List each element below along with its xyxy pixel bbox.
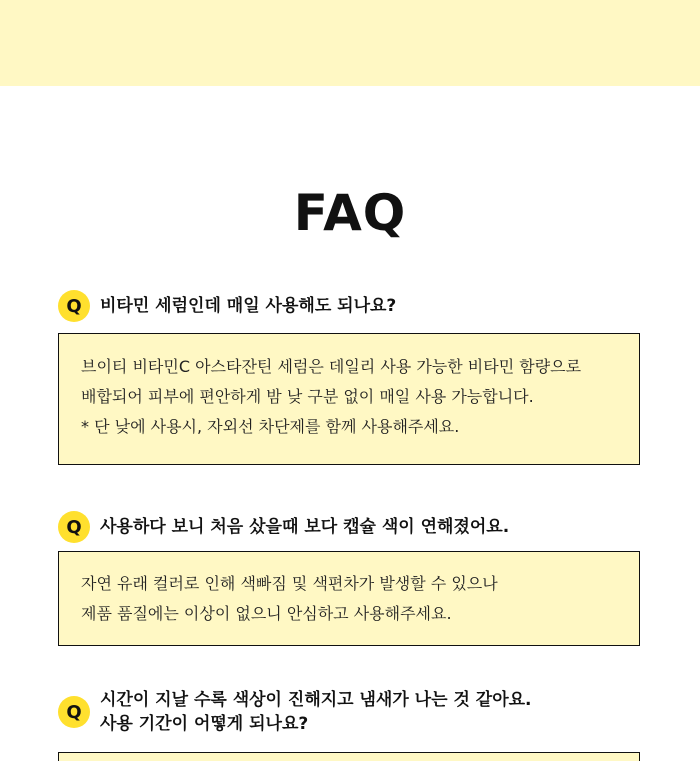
q-badge-icon: Q: [58, 511, 90, 543]
q-badge-icon: Q: [58, 290, 90, 322]
answer-line: 자연 유래 컬러로 인해 색빠짐 및 색편차가 발생할 수 있으나: [81, 574, 498, 593]
faq-question-text: [100, 515, 509, 539]
faq-question-2[interactable]: [58, 511, 509, 543]
answer-line: 브이티 비타민C 아스타잔틴 세럼은 데일리 사용 가능한 비타민 함량으로: [81, 357, 582, 376]
question-line: 사용하다 보니 처음 샀을때 보다 캡슐 색이 연해졌어요.: [100, 517, 510, 537]
answer-line: * 단 낮에 사용시, 자외선 차단제를 함께 사용해주세요.: [81, 417, 460, 436]
q-badge-icon: Q: [58, 696, 90, 728]
faq-question-1[interactable]: [58, 290, 396, 322]
faq-answer-3: [58, 752, 640, 761]
faq-answer-2: [58, 551, 640, 646]
page-title: FAQ: [293, 184, 407, 242]
question-line: 시간이 지날 수록 색상이 진해지고 냄새가 나는 것 같아요.: [100, 690, 532, 710]
answer-line: 배합되어 피부에 편안하게 밤 낮 구분 없이 매일 사용 가능합니다.: [81, 387, 534, 406]
question-line: 사용 기간이 어떻게 되나요?: [100, 714, 309, 734]
faq-answer-1: [58, 333, 640, 465]
faq-question-text: [100, 688, 532, 736]
faq-question-3[interactable]: [58, 688, 532, 736]
answer-line: 제품 품질에는 이상이 없으니 안심하고 사용해주세요.: [81, 604, 452, 623]
top-banner-band: [0, 0, 700, 86]
faq-question-text: [100, 294, 396, 318]
question-line: 비타민 세럼인데 매일 사용해도 되나요?: [100, 296, 397, 316]
